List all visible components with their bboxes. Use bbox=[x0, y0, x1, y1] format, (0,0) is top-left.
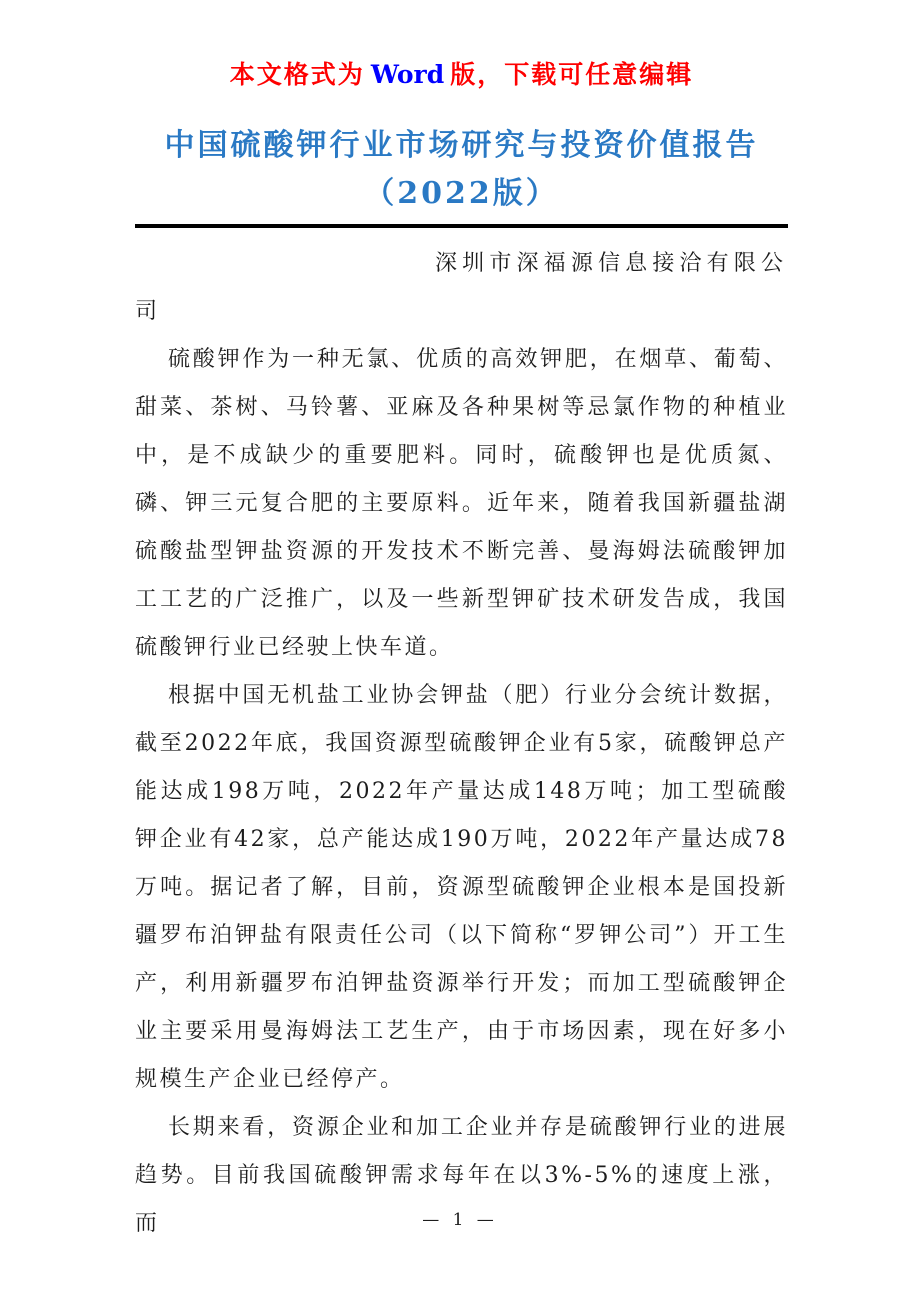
title-line-2: （2022版） bbox=[364, 176, 559, 211]
notice-prefix: 本文格式为 bbox=[229, 60, 365, 89]
page-number: — 1 — bbox=[422, 1210, 498, 1230]
notice-suffix: 版，下载可任意编辑 bbox=[450, 60, 694, 89]
body-paragraph-1: 硫酸钾作为一种无氯、优质的高效钾肥，在烟草、葡萄、甜菜、茶树、马铃薯、亚麻及各种果树等忌氯作物的种植业中，是不成缺少的重要肥料。同时，硫酸钾也是优质氮、磷、钾三元复合肥的主要原料。近年来，随着我国新疆盐湖硫酸盐型钾盐资源的开发技术不断完善、曼海姆法硫酸钾加工工艺的广泛推广，以及一些新型钾矿技术研发告成，我国硫酸钾行业已经驶上快车道。 bbox=[135, 347, 788, 660]
company-name: 深圳市深福源信息接洽有限公司 bbox=[135, 251, 788, 324]
body-paragraph-2: 根据中国无机盐工业协会钾盐（肥）行业分会统计数据，截至2022年底，我国资源型硫酸钾企业有5家，硫酸钾总产能达成198万吨，2022年产量达成148万吨；加工型硫酸钾企业有42家，总产能达成190万吨，2022年产量达成78万吨。据记者了解，目前，资源型硫酸钾企业根本是国投新疆罗布泊钾盐有限责任公司（以下简称“罗钾公司”）开工生产，利用新疆罗布泊钾盐资源举行开发；而加工型硫酸钾企业主要采用曼海姆法工艺生产，由于市场因素，现在好多小规模生产企业已经停产。 bbox=[135, 683, 788, 1092]
notice-word: Word bbox=[370, 60, 445, 89]
title-line-1: 中国硫酸钾行业市场研究与投资价值报告 bbox=[164, 128, 759, 163]
title-divider bbox=[135, 224, 788, 228]
format-notice bbox=[135, 60, 788, 90]
document-title bbox=[135, 122, 788, 218]
body-paragraph-3: 长期来看，资源企业和加工企业并存是硫酸钾行业的进展趋势。目前我国硫酸钾需求每年在以3%-5%的速度上涨，而 bbox=[135, 1115, 788, 1236]
